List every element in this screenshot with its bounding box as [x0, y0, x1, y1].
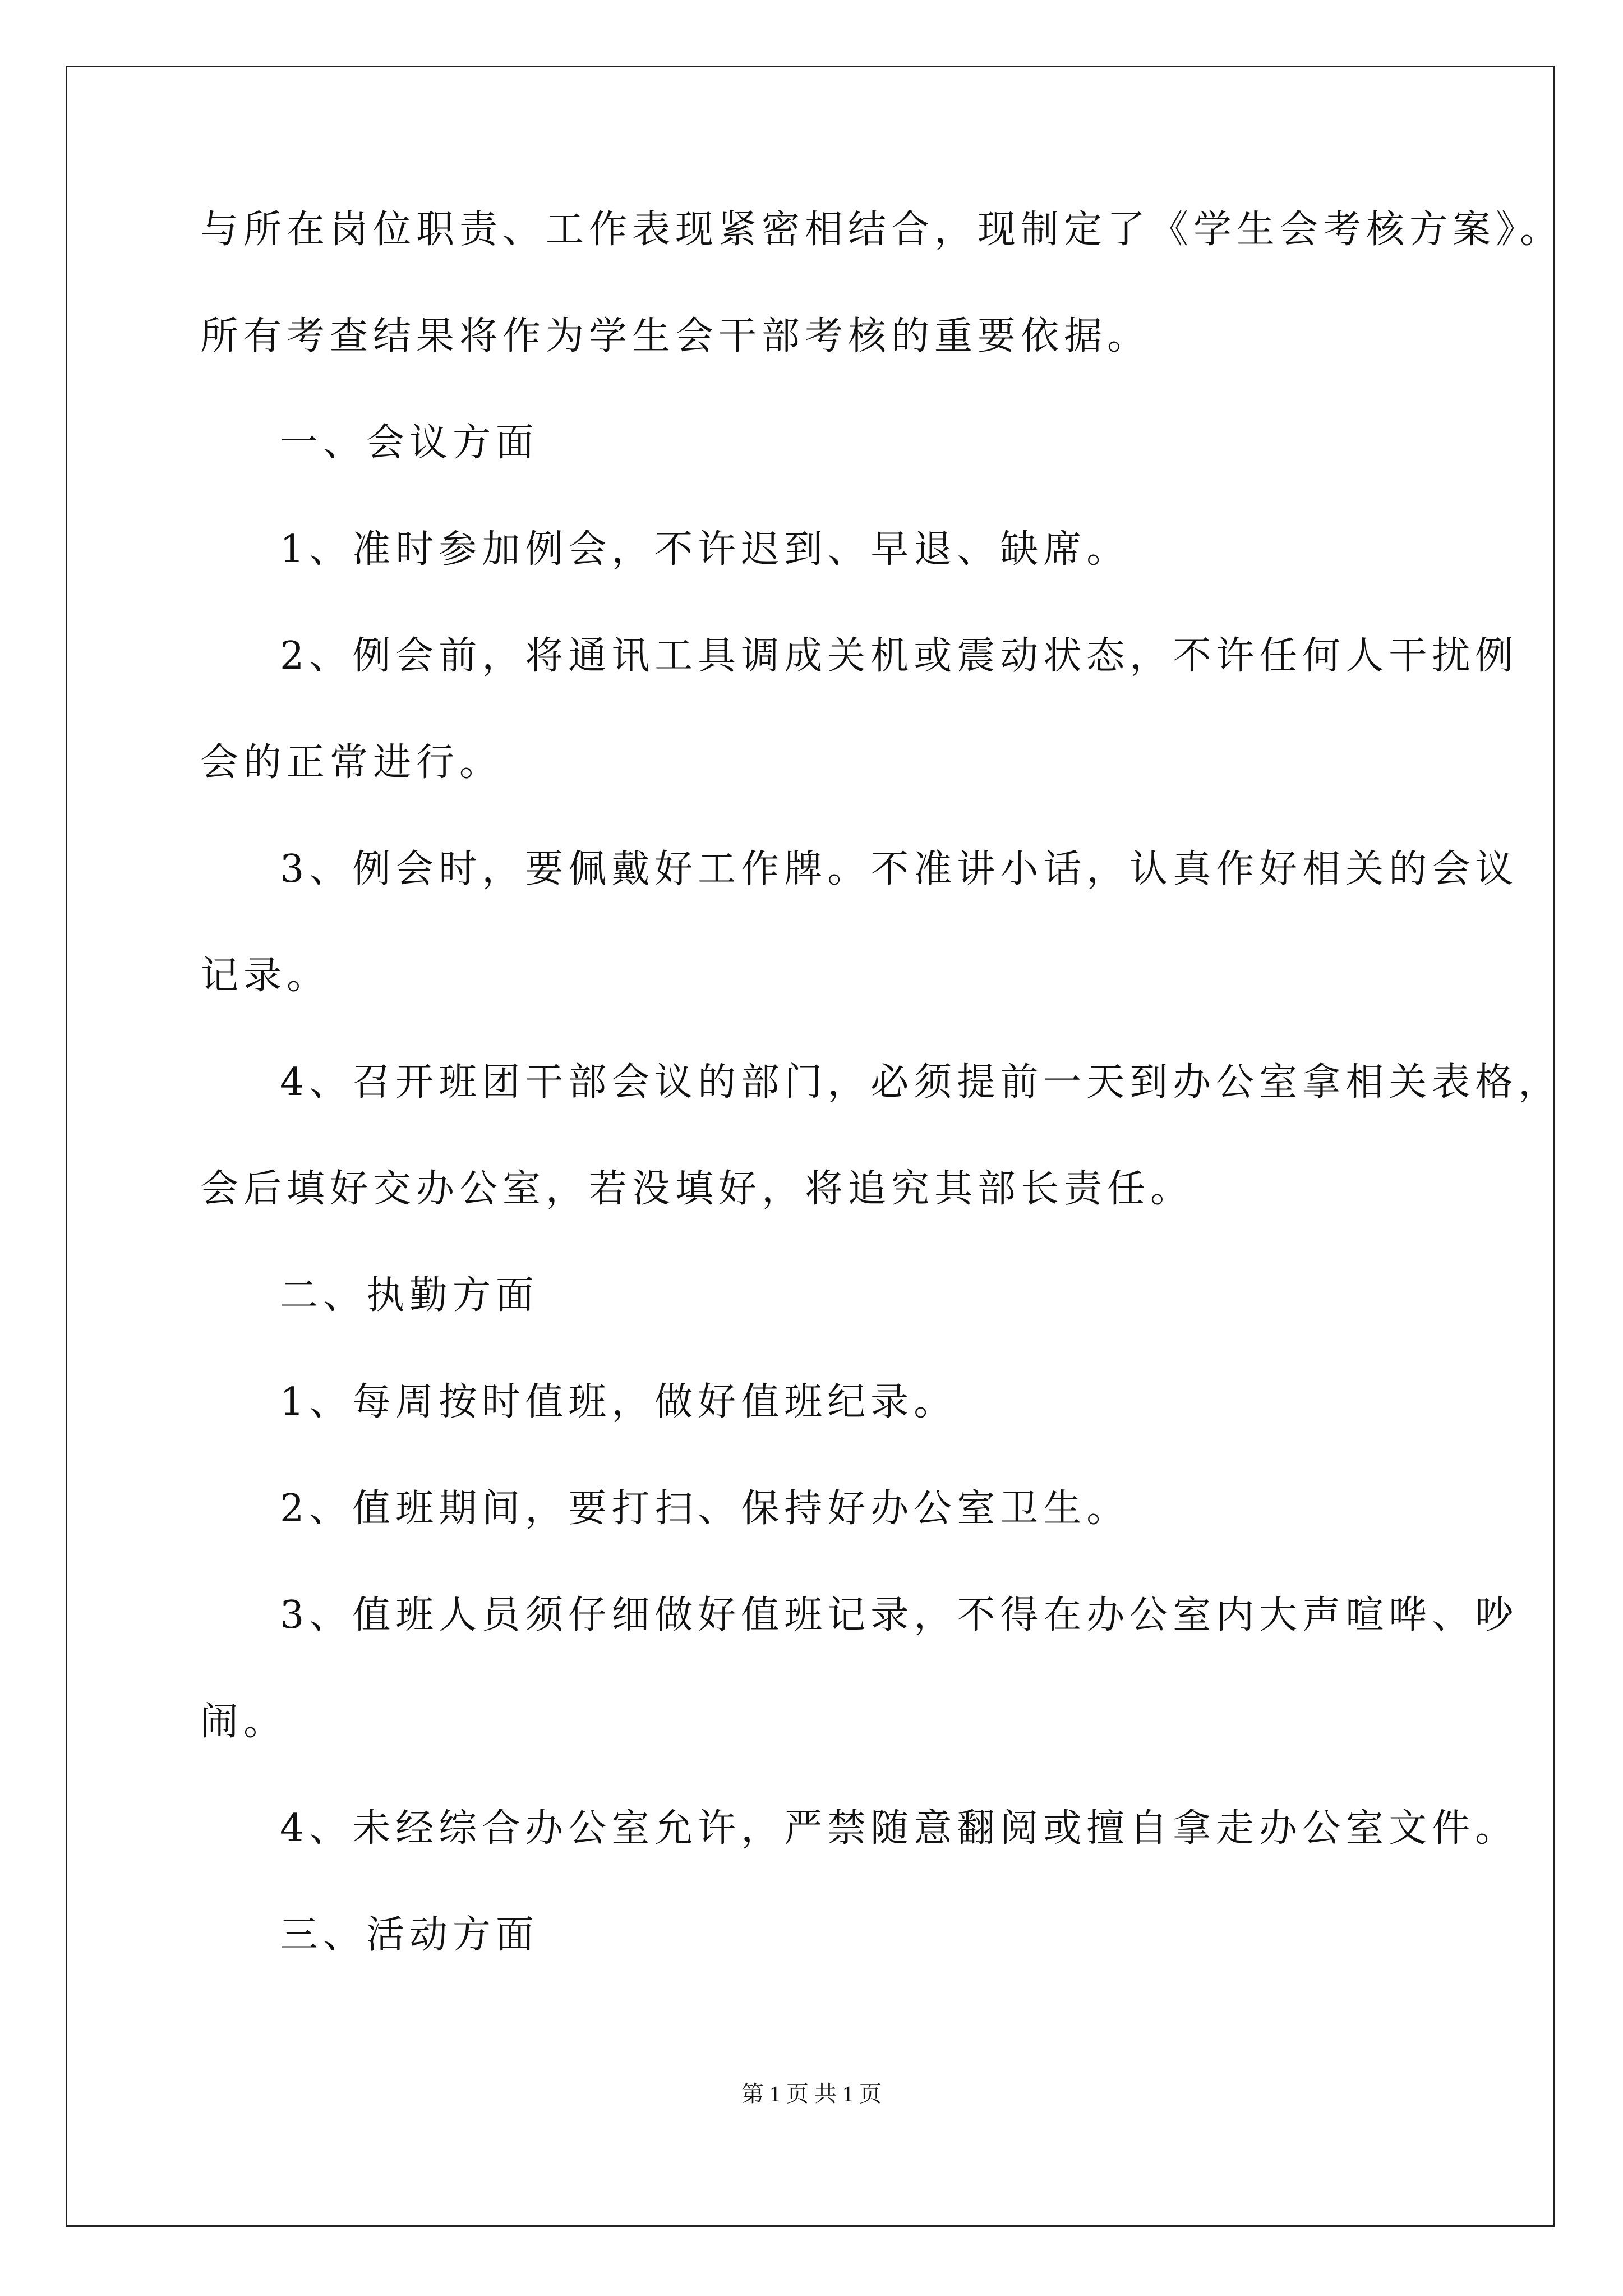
section-heading: 一、会议方面	[280, 421, 540, 465]
list-item: 2、值班期间，要打扫、保持好办公室卫生。	[280, 1487, 1130, 1531]
page-border	[66, 66, 1555, 2227]
list-item-continuation: 闹。	[200, 1700, 287, 1744]
list-item: 3、例会时，要佩戴好工作牌。不准讲小话，认真作好相关的会议	[280, 847, 1519, 891]
paragraph-line: 所有考查结果将作为学生会干部考核的重要依据。	[200, 314, 1151, 358]
page-number: 第 1 页 共 1 页	[741, 2081, 882, 2106]
list-item: 1、每周按时值班，做好值班纪录。	[280, 1380, 957, 1424]
list-item-continuation: 记录。	[200, 954, 330, 998]
paragraph-line: 与所在岗位职责、工作表现紧密相结合，现制定了《学生会考核方案》。	[200, 208, 1564, 252]
list-item: 2、例会前，将通讯工具调成关机或震动状态，不许任何人干扰例	[280, 634, 1519, 678]
section-heading: 二、执勤方面	[280, 1273, 540, 1318]
list-item-continuation: 会的正常进行。	[200, 740, 503, 785]
list-item: 4、未经综合办公室允许，严禁随意翻阅或擅自拿走办公室文件。	[280, 1806, 1519, 1851]
list-item: 1、准时参加例会，不许迟到、早退、缺席。	[280, 527, 1130, 572]
list-item: 3、值班人员须仔细做好值班记录，不得在办公室内大声喧哗、吵	[280, 1593, 1519, 1637]
list-item-continuation: 会后填好交办公室，若没填好，将追究其部长责任。	[200, 1167, 1194, 1211]
list-item: 4、召开班团干部会议的部门，必须提前一天到办公室拿相关表格，	[280, 1060, 1562, 1105]
section-heading: 三、活动方面	[280, 1913, 540, 1957]
